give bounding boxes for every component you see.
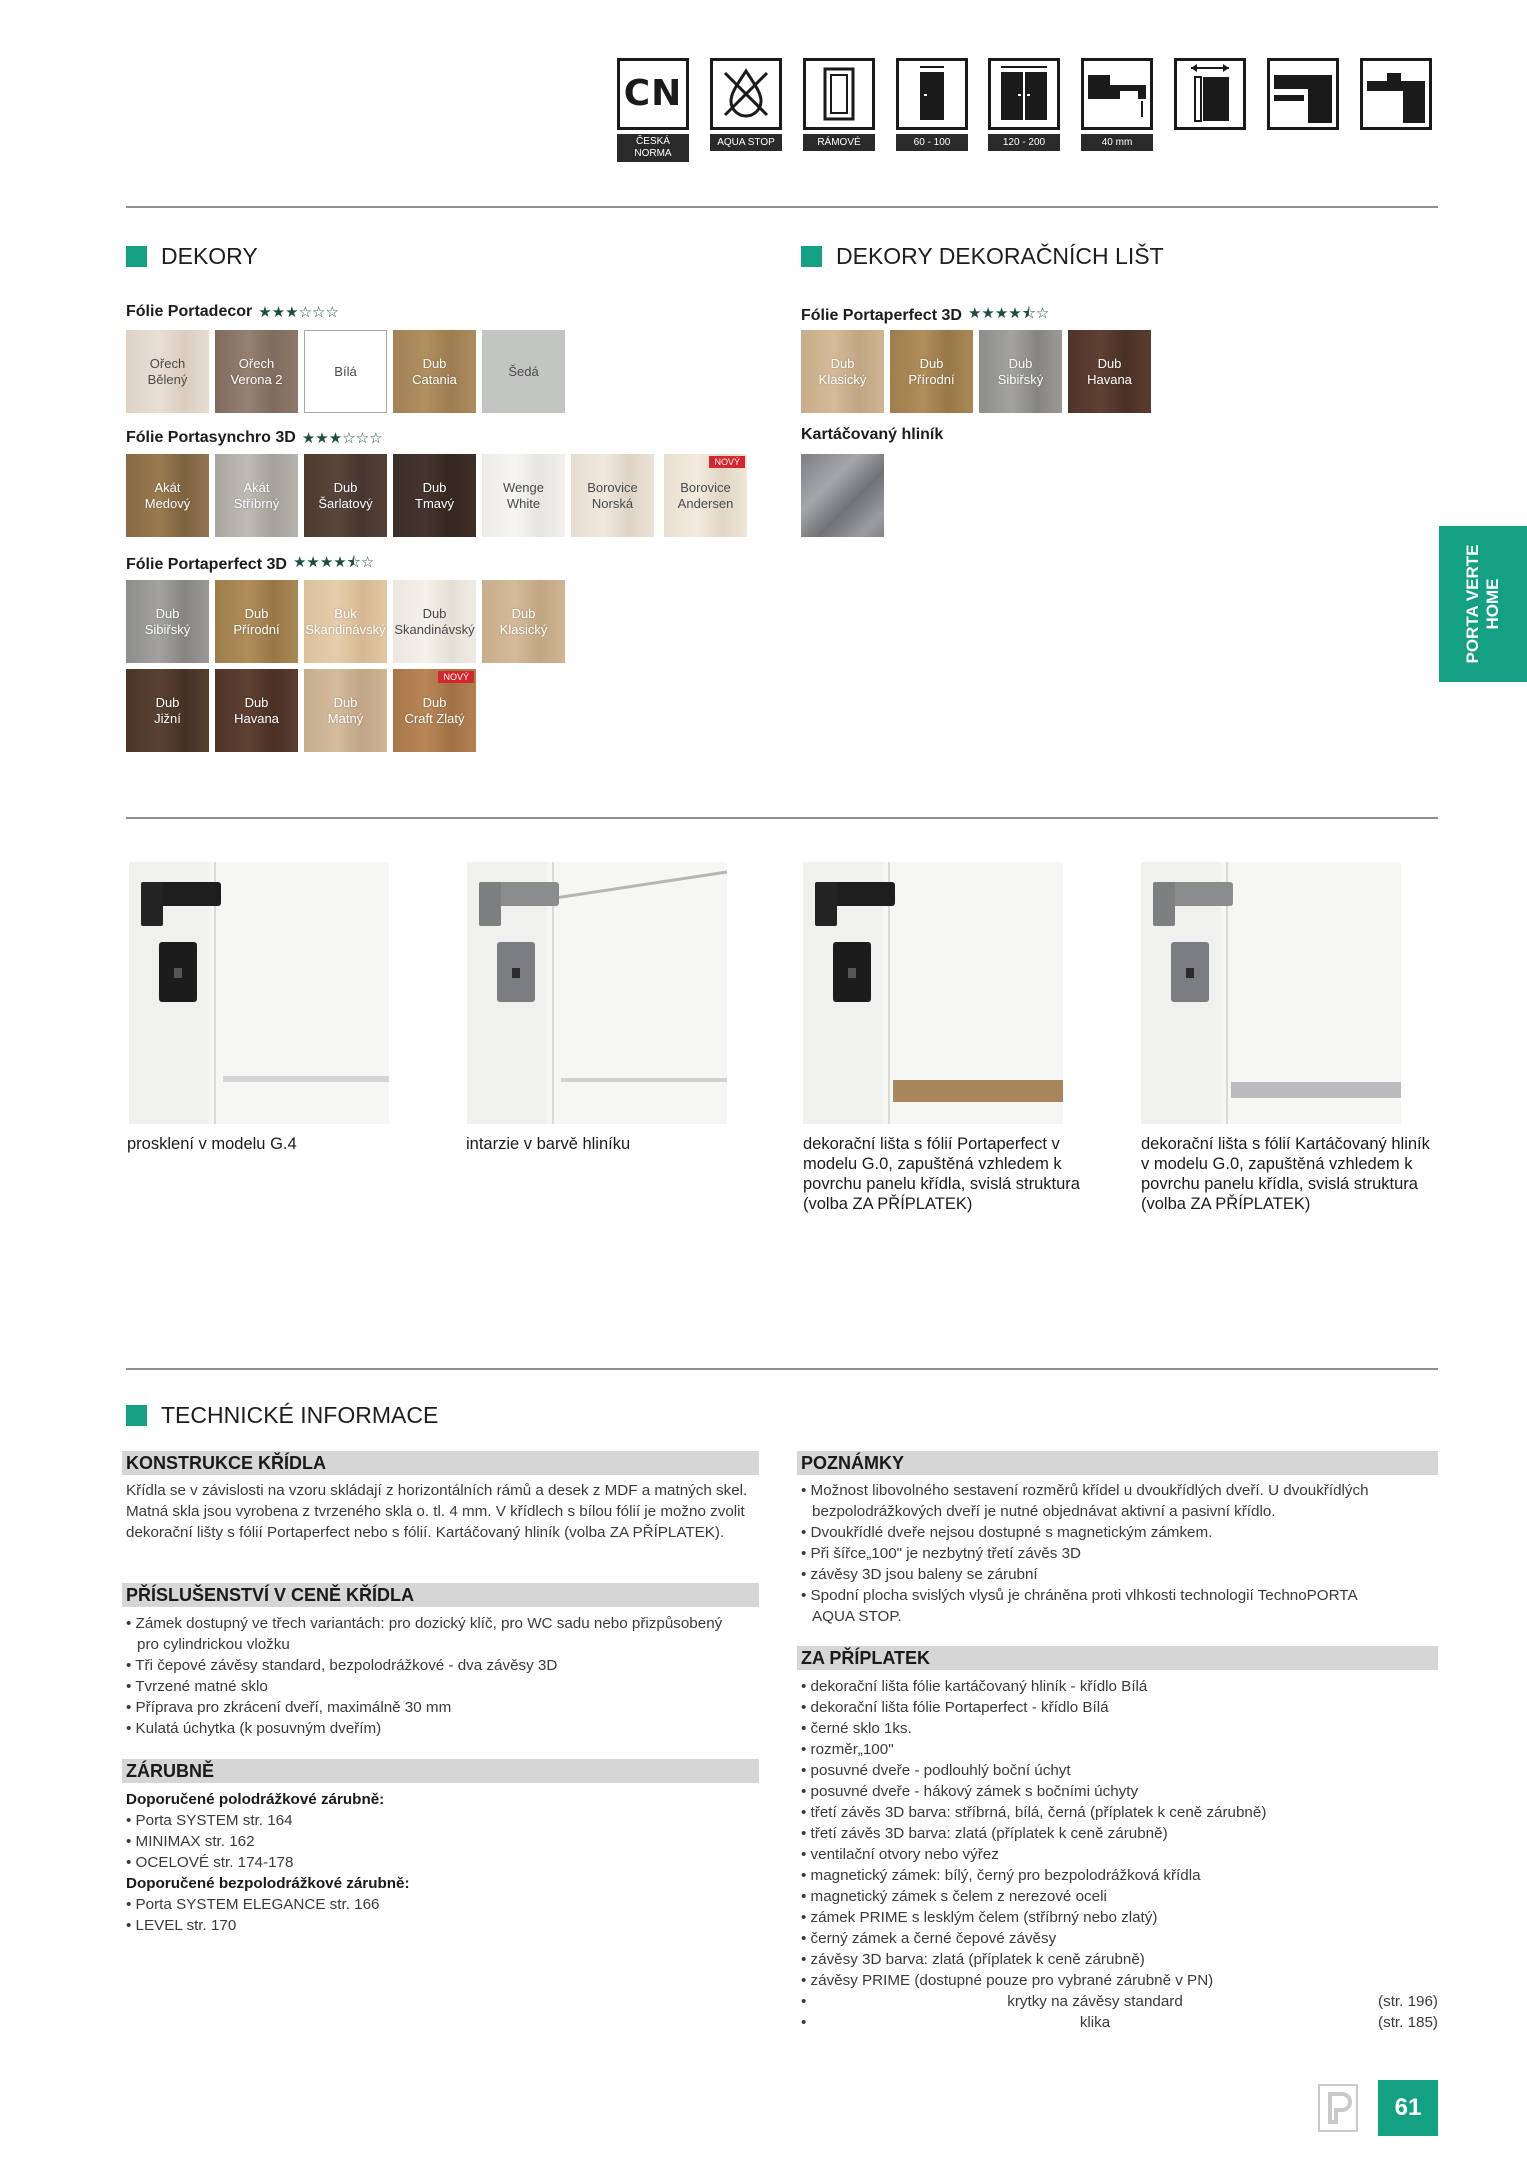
- list-item: • LEVEL str. 170: [126, 1915, 736, 1936]
- photo-handle-portaperfect-strip: [803, 862, 1063, 1124]
- swatch: NOVÝ Dub Craft Zlatý: [393, 669, 476, 752]
- section-heading-dekory: DEKORY: [126, 243, 258, 270]
- swatch: Dub Havana: [215, 669, 298, 752]
- swatch: Dub Sibiřský: [979, 330, 1062, 413]
- double-door-icon: [988, 58, 1060, 130]
- swatch: Ořech Verona 2: [215, 330, 298, 413]
- feature-width: [1174, 58, 1246, 130]
- list-item: • Porta SYSTEM str. 164: [126, 1810, 736, 1831]
- list-item: • magnetický zámek s čelem z nerezové oceli: [801, 1886, 1438, 1907]
- feature-label: 40 mm: [1081, 134, 1153, 151]
- list-item: • posuvné dveře - hákový zámek s bočními úchyty: [801, 1781, 1438, 1802]
- family-portadecor: Fólie Portadecor ★★★☆☆☆: [126, 303, 339, 321]
- heading-zarubne: ZÁRUBNĚ: [122, 1759, 759, 1783]
- swatch: Dub Přírodní: [890, 330, 973, 413]
- poznamky-list: [801, 1480, 1401, 1627]
- feature-double-door: [988, 58, 1060, 151]
- photo-handle-intarzie: [467, 862, 727, 1124]
- list-item-ref: • klika (str. 185): [801, 2012, 1438, 2033]
- section-marker: [801, 246, 822, 267]
- new-badge: NOVÝ: [709, 456, 745, 468]
- porta-logo-icon: [1318, 2084, 1358, 2132]
- swatch: Šedá: [482, 330, 565, 413]
- list-item: • Tři čepové závěsy standard, bezpolodrážkové - dva závěsy 3D: [126, 1655, 736, 1676]
- feature-rebated-frame: [1267, 58, 1339, 130]
- photo-handle-g4: [129, 862, 389, 1124]
- feature-label: ČESKÁ NORMA: [617, 134, 689, 162]
- section-heading-tech: TECHNICKÉ INFORMACE: [126, 1402, 438, 1429]
- list-item-ref: • krytky na závěsy standard (str. 196): [801, 1991, 1438, 2012]
- heading-priplatek: ZA PŘÍPLATEK: [797, 1646, 1438, 1670]
- non-rebated-frame-icon: [1360, 58, 1432, 130]
- page-ref: (str. 196): [1378, 1993, 1438, 2010]
- feature-non-rebated-frame: [1360, 58, 1432, 130]
- swatch: Akát Medový: [126, 454, 209, 537]
- list-item: • třetí závěs 3D barva: zlatá (příplatek k ceně zárubně): [801, 1823, 1438, 1844]
- swatch: Dub Přírodní: [215, 580, 298, 663]
- section-marker: [126, 246, 147, 267]
- photo-caption: intarzie v barvě hliníku: [466, 1135, 631, 1153]
- feature-frame: [803, 58, 875, 151]
- heading-konstrukce: KONSTRUKCE KŘÍDLA: [122, 1451, 759, 1475]
- feature-aqua-stop: [710, 58, 782, 151]
- door-width-icon: [1174, 58, 1246, 130]
- section-marker: [126, 1405, 147, 1426]
- rebated-frame-icon: [1267, 58, 1339, 130]
- heading-prislusenstvi: PŘÍSLUŠENSTVÍ V CENĚ KŘÍDLA: [122, 1583, 759, 1607]
- feature-label: 60 - 100: [896, 134, 968, 151]
- list-item: • posuvné dveře - podlouhlý boční úchyt: [801, 1760, 1438, 1781]
- list-item: • Spodní plocha svislých vlysů je chráněna proti vlhkosti technologií TechnoPORTA AQUA STOP.: [801, 1585, 1401, 1627]
- feature-label: RÁMOVÉ: [803, 134, 875, 151]
- swatch: Dub Skandinávský: [393, 580, 476, 663]
- swatch: Dub Klasický: [482, 580, 565, 663]
- list-item: • třetí závěs 3D barva: stříbrná, bílá, černá (příplatek k ceně zárubně): [801, 1802, 1438, 1823]
- feature-single-door: [896, 58, 968, 151]
- photo-handle-brushed-strip: [1141, 862, 1401, 1124]
- cn-icon: CN: [617, 58, 689, 130]
- swatch: NOVÝ Borovice Andersen: [664, 454, 747, 537]
- list-item: • dekorační lišta fólie Portaperfect - křídlo Bílá: [801, 1697, 1438, 1718]
- aqua-stop-icon: [710, 58, 782, 130]
- photo-caption: dekorační lišta s fólií Kartáčovaný hliník v modelu G.0, zapuštěná vzhledem k povrchu panelu křídla, svislá struktura (volba ZA PŘÍPLATEK): [1141, 1135, 1430, 1213]
- priplatek-list: [801, 1676, 1438, 2033]
- list-item: • Porta SYSTEM ELEGANCE str. 166: [126, 1894, 736, 1915]
- photo-caption: dekorační lišta s fólií Portaperfect v modelu G.0, zapuštěná vzhledem k povrchu panelu křídla, svislá struktura (volba ZA PŘÍPLATEK): [803, 1135, 1080, 1213]
- swatch: Dub Sibiřský: [126, 580, 209, 663]
- list-item: • závěsy 3D barva: zlatá (příplatek k ceně zárubně): [801, 1949, 1438, 1970]
- swatch: Dub Havana: [1068, 330, 1151, 413]
- photo-caption: prosklení v modelu G.4: [127, 1135, 297, 1153]
- swatch: Dub Catania: [393, 330, 476, 413]
- list-item: • dekorační lišta fólie kartáčovaný hliník - křídlo Bílá: [801, 1676, 1438, 1697]
- divider: [126, 206, 1438, 208]
- feature-cn: [617, 58, 689, 162]
- family-portasynchro: Fólie Portasynchro 3D ★★★☆☆☆: [126, 429, 383, 447]
- swatch: Dub Jižní: [126, 669, 209, 752]
- feature-label: 120 - 200: [988, 134, 1060, 151]
- frame-door-icon: [803, 58, 875, 130]
- page-ref: (str. 185): [1378, 2014, 1438, 2031]
- divider: [126, 817, 1438, 819]
- zarubne-subheading: Doporučené bezpolodrážkové zárubně:: [126, 1875, 410, 1892]
- list-item: • zámek PRIME s lesklým čelem (stříbrný nebo zlatý): [801, 1907, 1438, 1928]
- list-item: • Dvoukřídlé dveře nejsou dostupné s magnetickým zámkem.: [801, 1522, 1401, 1543]
- list-item: • Kulatá úchytka (k posuvným dveřím): [126, 1718, 736, 1739]
- section-heading-dekory-list: DEKORY DEKORAČNÍCH LIŠT: [801, 243, 1164, 270]
- divider: [126, 1368, 1438, 1370]
- list-item: • OCELOVÉ str. 174-178: [126, 1852, 736, 1873]
- list-item: • černé sklo 1ks.: [801, 1718, 1438, 1739]
- swatch: Dub Klasický: [801, 330, 884, 413]
- family-portaperfect-list: Fólie Portaperfect 3D ★★★★⯪☆: [801, 303, 1049, 328]
- rating-stars: ★★★☆☆☆: [301, 430, 383, 447]
- rating-stars: ★★★★⯪☆: [292, 554, 375, 571]
- swatch: Borovice Norská: [571, 454, 654, 537]
- list-item: • Při šířce„100" je nezbytný třetí závěs 3D: [801, 1543, 1401, 1564]
- swatch-brushed-aluminium: [801, 454, 884, 537]
- feature-label: AQUA STOP: [710, 134, 782, 151]
- konstrukce-text: Křídla se v závislosti na vzoru skládají z horizontálních rámů a desek z MDF a matných skel. Matná skla jsou vyrobena z tvrzeného skla o. tl. 4 mm. V křídlech s bílou fólií je možno zvolit dekorační lišty s fólií Portaperfect nebo s fólií. Kartáčovaný hliník (volba ZA PŘÍPLATEK).: [126, 1482, 748, 1541]
- swatch: Dub Šarlatový: [304, 454, 387, 537]
- swatch: Buk Skandinávský: [304, 580, 387, 663]
- list-item: • Zámek dostupný ve třech variantách: pro dozický klíč, pro WC sadu nebo přizpůsobený pro cylindrickou vložku: [126, 1613, 736, 1655]
- prislusenstvi-list: [126, 1613, 736, 1739]
- zarubne-subheading: Doporučené polodrážkové zárubně:: [126, 1791, 385, 1808]
- swatch: Bílá: [304, 330, 387, 413]
- list-item: • Tvrzené matné sklo: [126, 1676, 736, 1697]
- rating-stars: ★★★★⯪☆: [967, 305, 1050, 322]
- page-number: 61: [1378, 2080, 1438, 2136]
- swatch: Wenge White: [482, 454, 565, 537]
- list-item: • závěsy 3D jsou baleny se zárubní: [801, 1564, 1401, 1585]
- new-badge: NOVÝ: [438, 671, 474, 683]
- list-item: • rozměr„100": [801, 1739, 1438, 1760]
- swatch: Dub Matný: [304, 669, 387, 752]
- door-thickness-icon: [1081, 58, 1153, 130]
- list-item: • MINIMAX str. 162: [126, 1831, 736, 1852]
- heading-poznamky: POZNÁMKY: [797, 1451, 1438, 1475]
- swatch: Dub Tmavý: [393, 454, 476, 537]
- list-item: • Příprava pro zkrácení dveří, maximálně 30 mm: [126, 1697, 736, 1718]
- single-door-icon: [896, 58, 968, 130]
- rating-stars: ★★★☆☆☆: [258, 304, 339, 321]
- zarubne-list: [126, 1789, 736, 1936]
- list-item: • magnetický zámek: bílý, černý pro bezpolodrážková křídla: [801, 1865, 1438, 1886]
- family-portaperfect: Fólie Portaperfect 3D ★★★★⯪☆: [126, 552, 374, 577]
- swatch: Ořech Bělený: [126, 330, 209, 413]
- list-item: • závěsy PRIME (dostupné pouze pro vybrané zárubně v PN): [801, 1970, 1438, 1991]
- list-item: • Možnost libovolného sestavení rozměrů křídel u dvoukřídlých dveří. U dvoukřídlých bezpolodrážkových dveří je nutné objednávat aktivní a pasivní křídlo.: [801, 1480, 1401, 1522]
- list-item: • černý zámek a černé čepové závěsy: [801, 1928, 1438, 1949]
- list-item: • ventilační otvory nebo výřez: [801, 1844, 1438, 1865]
- side-tab: PORTA VERTE HOME: [1439, 526, 1527, 682]
- feature-thickness: [1081, 58, 1153, 151]
- family-brushed-aluminium: Kartáčovaný hliník: [801, 426, 944, 443]
- swatch: Akát Stříbrný: [215, 454, 298, 537]
